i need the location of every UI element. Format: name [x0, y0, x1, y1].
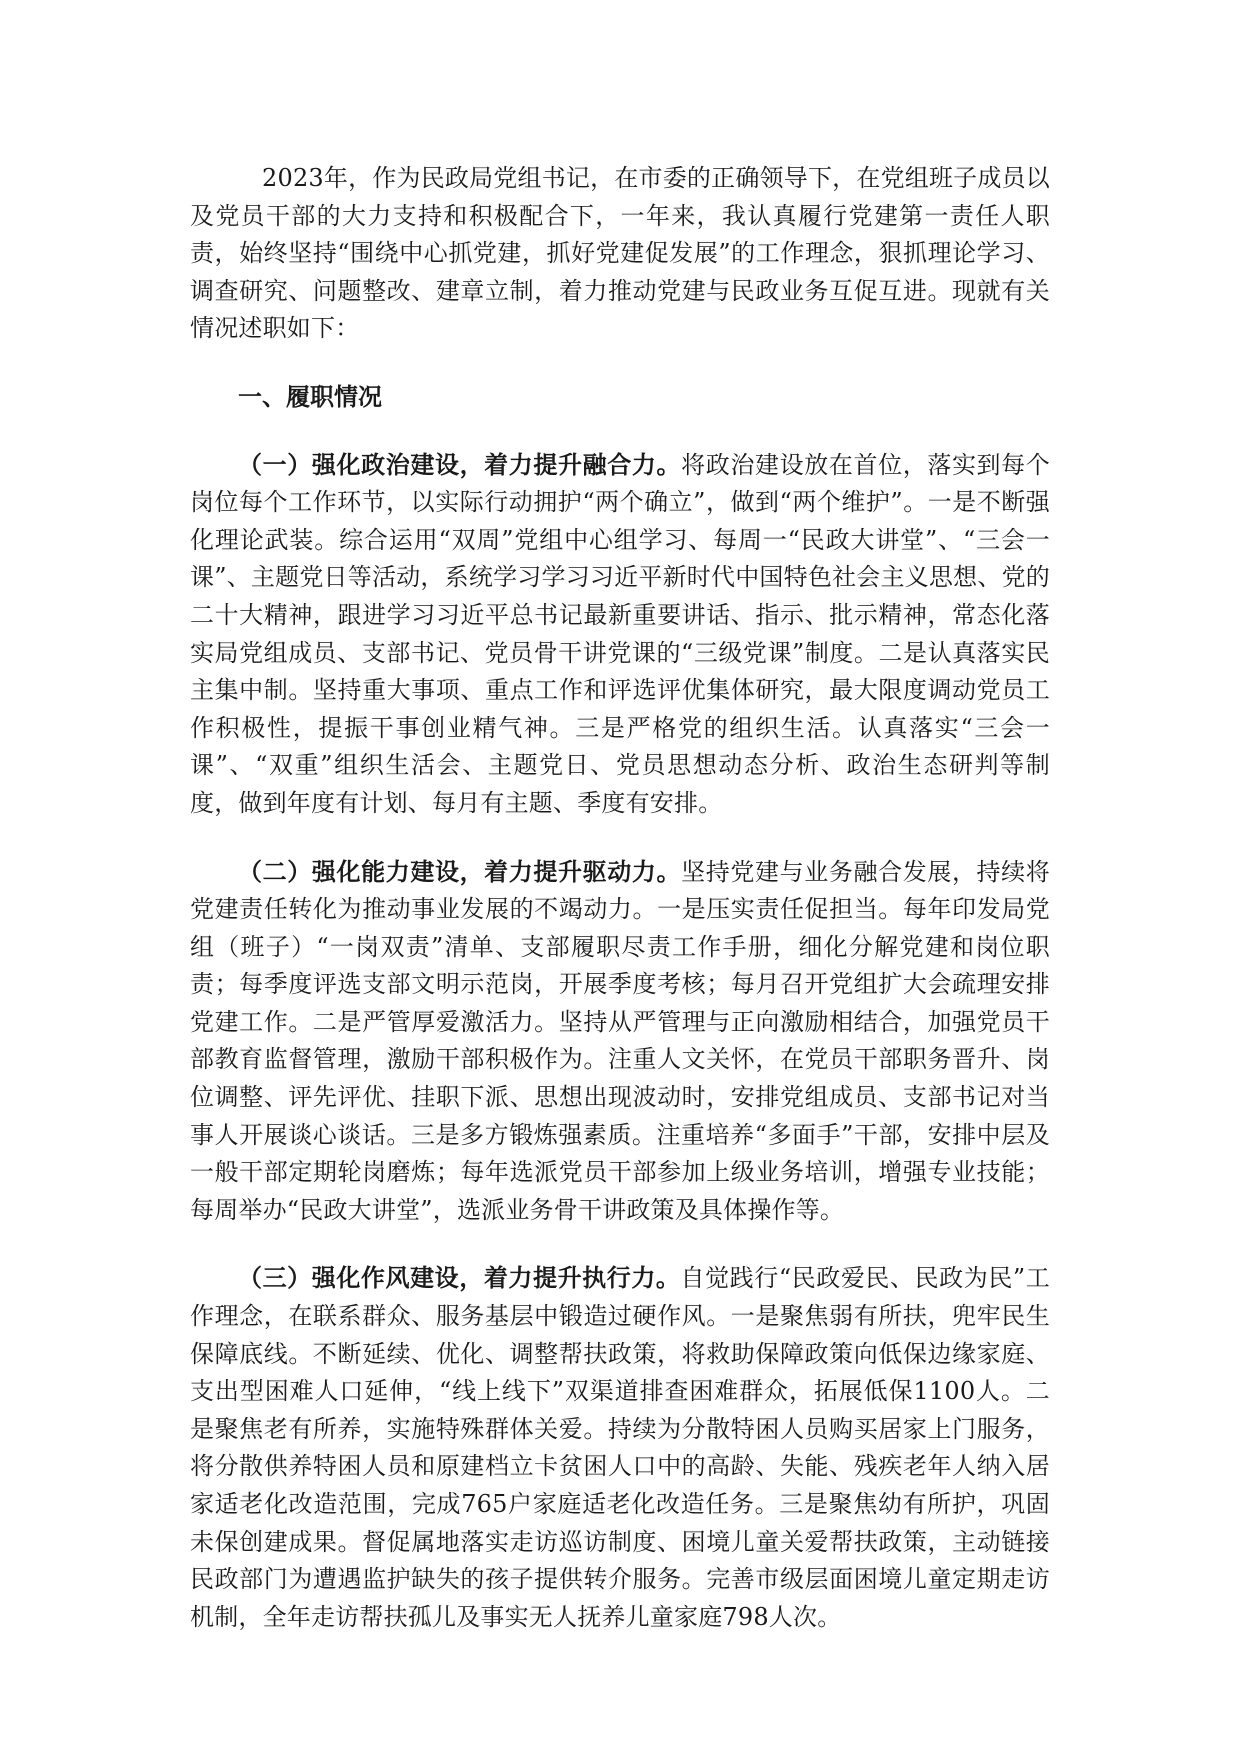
- section-body-2: 坚持党建与业务融合发展，持续将党建责任转化为推动事业发展的不竭动力。一是压实责任促担当。每年印发局党组（班子）“一岗双责”清单、支部履职尽责工作手册，细化分解党建和岗位职责；每季度评选支部文明示范岗，开展季度考核；每月召开党组扩大会疏理安排党建工作。二是严管厚爱激活力。坚持从严管理与正向激励相结合，加强党员干部教育监督管理，激励干部积极作为。注重人文关怀，在党员干部职务晋升、岗位调整、评先评优、挂职下派、思想出现波动时，安排党组成员、支部书记对当事人开展谈心谈话。三是多方锻炼强素质。注重培养“多面手”干部，安排中层及一般干部定期轮岗磨炼；每年选派党员干部参加上级业务培训，增强专业技能；每周举办“民政大讲堂”，选派业务骨干讲政策及具体操作等。: [190, 857, 1050, 1224]
- section-heading: 一、履职情况: [238, 381, 382, 411]
- spacer: [190, 1229, 1050, 1259]
- section-paragraph-2: [190, 853, 1050, 1230]
- spacer: [190, 416, 1050, 446]
- spacer: [190, 823, 1050, 853]
- section-body-1: 将政治建设放在首位，落实到每个岗位每个工作环节，以实际行动拥护“两个确立”，做到“两个维护”。一是不断强化理论武装。综合运用“双周”党组中心组学习、每周一“民政大讲堂”、“三会一课”、主题党日等活动，系统学习学习习近平新时代中国特色社会主义思想、党的二十大精神，跟进学习习近平总书记最新重要讲话、指示、批示精神，常态化落实局党组成员、支部书记、党员骨干讲党课的“三级党课”制度。二是认真落实民主集中制。坚持重大事项、重点工作和评选评优集体研究，最大限度调动党员工作积极性，提振干事创业精气神。三是严格党的组织生活。认真落实“三会一课”、“双重”组织生活会、主题党日、党员思想动态分析、政治生态研判等制度，做到年度有计划、每月有主题、季度有安排。: [190, 450, 1050, 817]
- section-paragraph-3: [190, 1259, 1050, 1636]
- spacer: [190, 348, 1050, 378]
- intro-paragraph: 2023年，作为民政局党组书记，在市委的正确领导下，在党组班子成员以及党员干部的大力支持和积极配合下，一年来，我认真履行党建第一责任人职责，始终坚持“围绕中心抓党建，抓好党建促发展”的工作理念，狠抓理论学习、调查研究、问题整改、建章立制，着力推动党建与民政业务互促互进。现就有关情况述职如下：: [190, 164, 1050, 343]
- section-paragraph-1: [190, 446, 1050, 823]
- section-lead-1: （一）强化政治建设，着力提升融合力。: [238, 449, 682, 479]
- document-page: [190, 160, 1050, 1636]
- section-lead-3: （三）强化作风建设，着力提升执行力。: [238, 1263, 681, 1293]
- section-body-3: 自觉践行“民政爱民、民政为民”工作理念，在联系群众、服务基层中锻造过硬作风。一是聚焦弱有所扶，兜牢民生保障底线。不断延续、优化、调整帮扶政策，将救助保障政策向低保边缘家庭、支出型困难人口延伸，“线上线下”双渠道排查困难群众，拓展低保1100人。二是聚焦老有所养，实施特殊群体关爱。持续为分散特困人员购买居家上门服务，将分散供养特困人员和原建档立卡贫困人口中的高龄、失能、残疾老年人纳入居家适老化改造范围，完成765户家庭适老化改造任务。三是聚焦幼有所护，巩固未保创建成果。督促属地落实走访巡访制度、困境儿童关爱帮扶政策，主动链接民政部门为遭遇监护缺失的孩子提供转介服务。完善市级层面困境儿童定期走访机制，全年走访帮扶孤儿及事实无人抚养儿童家庭798人次。: [190, 1264, 1050, 1631]
- section-lead-2: （二）强化能力建设，着力提升驱动力。: [238, 856, 682, 886]
